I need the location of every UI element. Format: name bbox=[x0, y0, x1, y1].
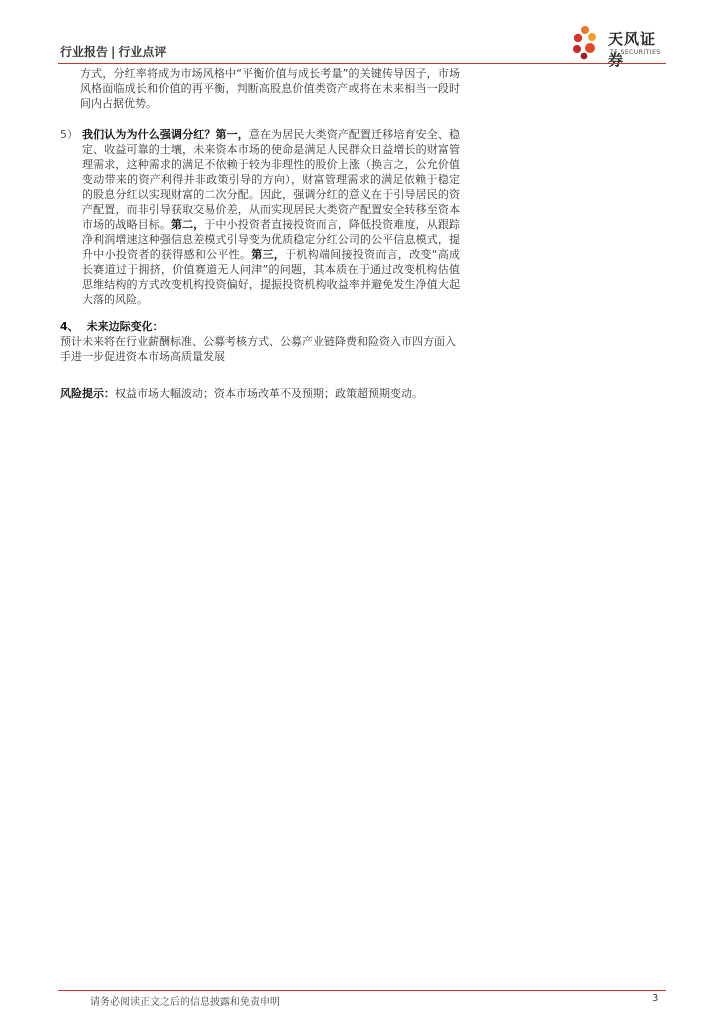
category-separator: | bbox=[111, 45, 116, 59]
risk-label: 风险提示： bbox=[60, 387, 115, 400]
item-question: 我们认为为什么强调分红？ bbox=[82, 128, 216, 141]
category-label: 行业报告 bbox=[60, 45, 109, 59]
report-category bbox=[60, 43, 166, 60]
section-number: 4、 bbox=[60, 320, 79, 333]
second-text: 于中小投资者直接投资而言，降低投资难度，从跟踪净利润增速这种强信息差模式引导变为优质稳定分红公司的公平信息模式，提升中小投资者的获得感和公平性。 bbox=[82, 218, 461, 261]
flower-logo-icon bbox=[570, 24, 604, 60]
risk-text: 权益市场大幅波动；资本市场改革不及预期；政策超预期变动。 bbox=[115, 387, 423, 400]
continuation-paragraph: 方式，分红率将成为市场风格中“平衡价值与成长考量”的关键传导因子，市场风格面临成长和价值的再平衡，判断高股息价值类资产或将在未来相当一段时间内占据优势。 bbox=[80, 67, 460, 110]
logo-text: 天风证券 bbox=[608, 30, 657, 69]
item-body bbox=[60, 127, 460, 307]
tf-securities-logo bbox=[570, 24, 670, 69]
dividend-rationale-item bbox=[60, 127, 460, 307]
section-text: 预计未来将在行业薪酬标准、公募考核方式、公募产业链降费和险资入市四方面入手进一步促进资本市场高质量发展 bbox=[60, 335, 456, 363]
report-body bbox=[60, 66, 460, 401]
first-label: 第一， bbox=[215, 128, 249, 141]
section-heading bbox=[60, 319, 460, 334]
logo-english-text: TF SECURITIES bbox=[610, 49, 661, 56]
disclaimer-text: 请务必阅读正文之后的信息披露和免责申明 bbox=[90, 997, 280, 1008]
subcategory-label: 行业点评 bbox=[118, 45, 167, 59]
second-label: 第二， bbox=[170, 218, 205, 231]
section-title: 未来边际变化： bbox=[86, 320, 164, 333]
page-number: 3 bbox=[652, 993, 659, 1004]
header-divider bbox=[58, 63, 666, 64]
third-label: 第三， bbox=[251, 248, 286, 261]
first-text: 意在为居民大类资产配置迁移培育安全、稳定、收益可靠的土壤，未来资本市场的使命是满足人民群众日益增长的财富管理需求，这种需求的满足不依赖于较为非理性的股价上涨（换言之，公允价值变动带来的资产利得并非政策引导的方向），财富管理需求的满足依赖于稳定的股息分红以实现财富的二次分配。因此，强调分红的意义在于引导居民的资产配置，而非引导获取交易价差，从而实现居民大类资产配置安全转移至资本市场的战略目标。 bbox=[82, 128, 461, 231]
risk-warning bbox=[60, 386, 460, 401]
third-text: 于机构端间接投资而言，改变“高成长赛道过于拥挤，价值赛道无人问津”的问题，其本质在于通过改变机构估值思维结构的方式改变机构投资偏好，提振投资机构收益率并避免发生净值大起大落的风险。 bbox=[82, 248, 461, 306]
item-number: 5） bbox=[60, 128, 78, 141]
future-changes-section bbox=[60, 319, 460, 364]
footer-divider bbox=[58, 990, 666, 991]
